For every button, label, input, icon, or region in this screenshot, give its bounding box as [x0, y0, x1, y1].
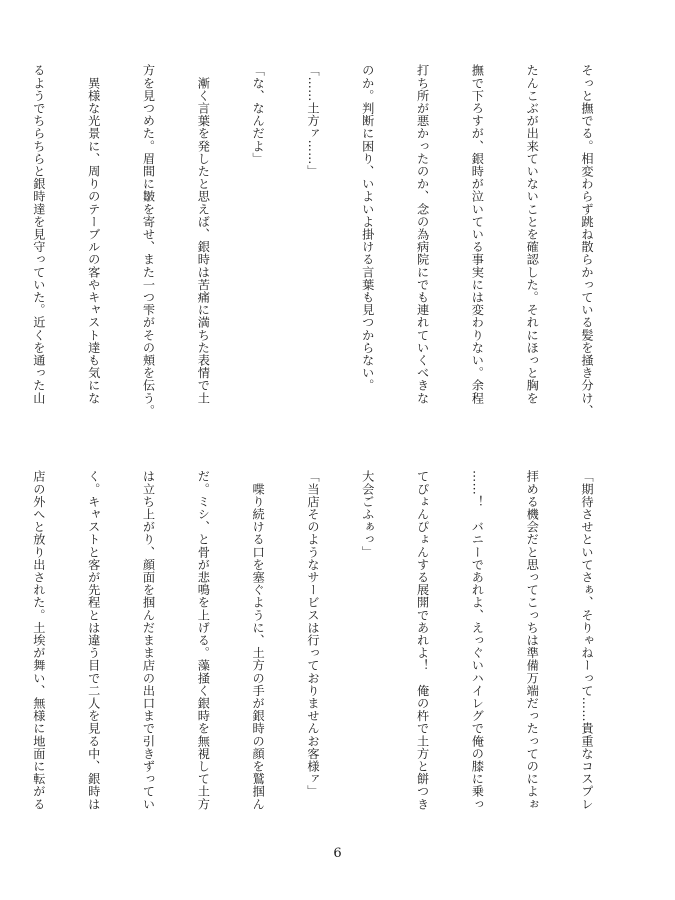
upper-text-block [31, 64, 600, 424]
page-number: 6 [333, 846, 342, 861]
text-column: 「当店そのようなサービスは行っておりませんお客様ァ」 [305, 470, 320, 798]
text-column: 「……土方ァ……」 [305, 64, 320, 178]
text-column: だ。ミシ、と骨が悲鳴を上げる。藻掻く銀時を無視して土方 [196, 470, 211, 811]
text-column: 方を見つめた。眉間に皺を寄せ、また一つ雫がその頬を伝う。 [141, 64, 156, 417]
text-column: のか。判断に困り、いよいよ掛ける言葉も見つからない。 [360, 64, 375, 392]
text-column: 拝める機会だと思ってこっちは準備万端だったってのによぉ [525, 470, 540, 811]
text-column: 異様な光景に、周りのテーブルの客やキャスト達も気にな [86, 64, 101, 405]
text-column: 撫で下ろすが、銀時が泣いている事実には変わりない。余程 [470, 64, 485, 405]
text-column: るようでちらちらと銀時達を見守っていた。近くを通った山 [31, 64, 46, 405]
text-column: 店の外へと放り出された。土埃が舞い、無様に地面に転がる [31, 470, 46, 811]
text-column: 「な、なんだよ」 [251, 64, 266, 165]
text-column: ……！ バニーであれよ、えっぐいハイレグで俺の膝に乗っ [470, 470, 485, 811]
text-column: 打ち所が悪かったのか、念の為病院にでも連れていくべきな [415, 64, 430, 405]
lower-text-block [31, 470, 600, 830]
text-column: 漸く言葉を発したと思えば、銀時は苦痛に満ちた表情で土 [196, 64, 211, 405]
text-column: く。キャストと客が先程とは違う目で二人を見る中、銀時は [86, 470, 101, 811]
text-column: てぴょんぴょんする展開であれよ！ 俺の杵で土方と餅つき [415, 470, 430, 811]
text-column: 「期待させといてさぁ、そりゃねーって……貴重なコスプレ [580, 470, 594, 811]
text-column: そっと撫でる。相変わらず跳ね散らかっている髪を掻き分け、 [580, 64, 594, 417]
text-column: たんこぶが出来ていないことを確認した。それにほっと胸を [525, 64, 540, 405]
text-column: 喋り続ける口を塞ぐように、土方の手が銀時の顔を鷲掴ん [251, 470, 266, 811]
text-column: は立ち上がり、顔面を掴んだまま店の出口まで引きずってい [141, 470, 156, 811]
text-column: 大会ごふぁっ」 [360, 470, 375, 559]
